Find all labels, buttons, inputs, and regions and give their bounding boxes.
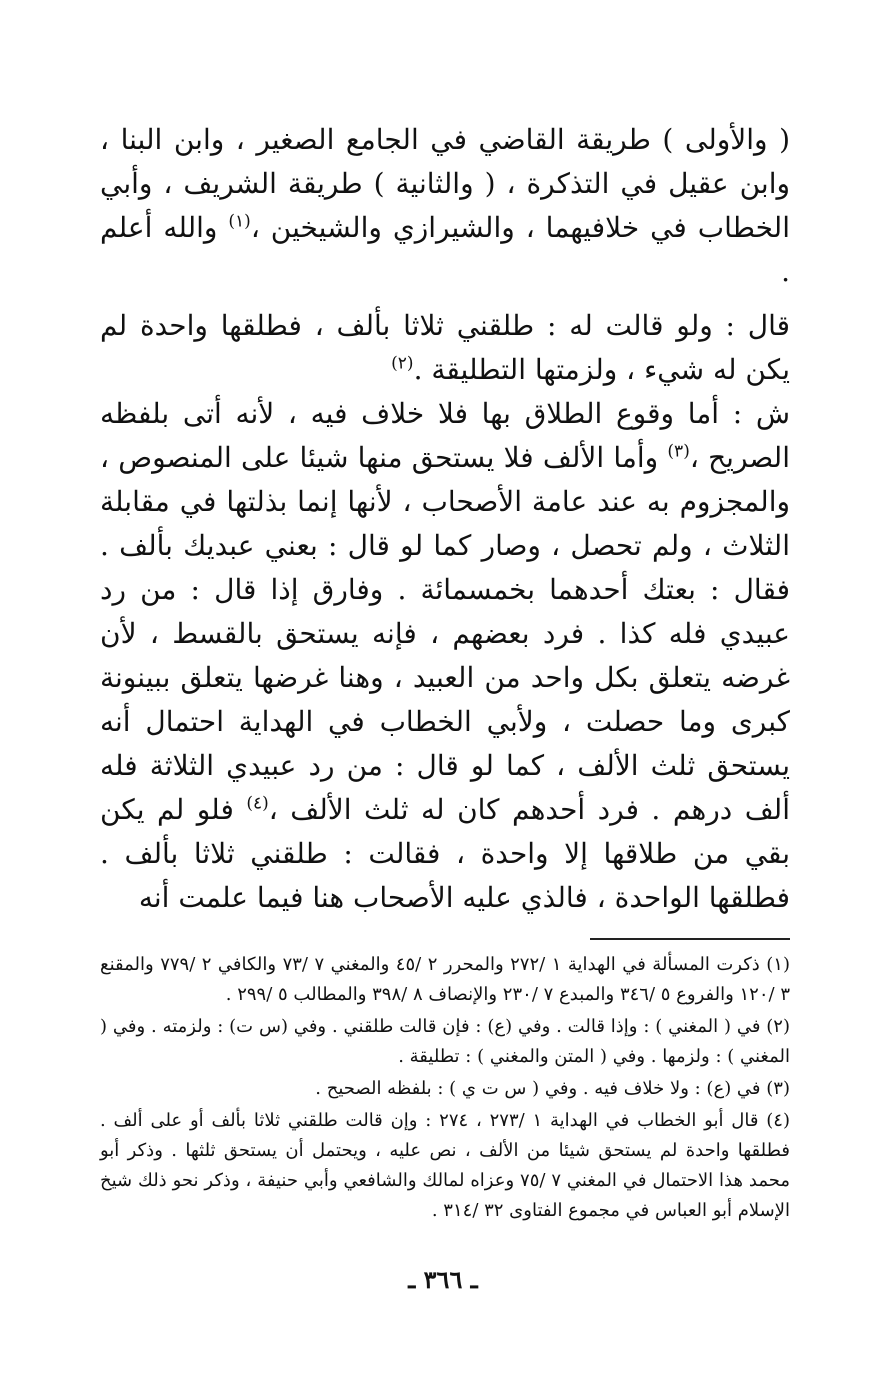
paragraph-3-text-b: وأما الألف فلا يستحق منها شيئا على المنصوص ، والمجزوم به عند عامة الأصحاب ، لأنها إنما بذلتها في مقابلة الثلاث ، ولم تحصل ، وصار كما لو قال : بعني عبديك بألف . فقال : بعتك أحدهما بخمسمائة . وفارق إذا قال : من رد عبيدي فله كذا . فرد بعضهم ، فإنه يستحق بالقسط ، لأن غرضه يتعلق بكل واحد من العبيد ، وهنا غرضها يتعلق ببينونة كبرى وما حصلت ، ولأبي الخطاب في الهداية احتمال أنه يستحق ثلث الألف ، كما لو قال : من رد عبيدي الثلاثة فله ألف درهم . فرد أحدهم كان له ثلث الألف ، [100, 441, 790, 826]
page-number: ـ ٣٦٦ ـ [408, 1265, 478, 1294]
footnote-separator [590, 938, 790, 940]
footnote-ref-2: (٢) [391, 353, 414, 374]
paragraph-3-text-a: ش : أما وقوع الطلاق بها فلا خلاف فيه ، لأنه أتى بلفظه الصريح ، [100, 397, 790, 474]
paragraph-3-text-c: فلو لم يكن بقي من طلاقها إلا واحدة ، فقالت : طلقني ثلاثا بألف . فطلقها الواحدة ، فالذي عليه الأصحاب هنا فيما علمت أنه [100, 793, 790, 914]
footnote-1: (١) ذكرت المسألة في الهداية ١ /٢٧٢ والمحرر ٢ /٤٥ والمغني ٧ /٧٣ والكافي ٢ /٧٧٩ والمقنع ٣ /١٢٠ والفروع ٥ /٣٤٦ والمبدع ٧ /٢٣٠ والإنصاف ٨ /٣٩٨ والمطالب ٥ /٢٩٩ . [100, 954, 790, 1005]
paragraph-2 [100, 304, 790, 392]
paragraph-1 [100, 118, 790, 294]
footnote-ref-1: (١) [228, 211, 251, 232]
paragraph-1-text-b: والله أعلم . [100, 211, 790, 288]
footnotes [100, 950, 790, 1228]
paragraph-3 [100, 392, 790, 920]
footnote-3: (٣) في (ع) : ولا خلاف فيه . وفي ( س ت ي ) : بلفظه الصحيح . [315, 1078, 790, 1099]
paragraph-2-text-a: قال : ولو قالت له : طلقني ثلاثا بألف ، فطلقها واحدة لم يكن له شيء ، ولزمتها التطليقة . [100, 309, 790, 386]
footnote-ref-3: (٣) [667, 441, 690, 462]
paragraph-1-text-a: ( والأولى ) طريقة القاضي في الجامع الصغير ، وابن البنا ، وابن عقيل في التذكرة ، ( والثانية ) طريقة الشريف ، وأبي الخطاب في خلافيهما ، والشيرازي والشيخين ، [100, 123, 790, 244]
main-text-body [100, 118, 790, 920]
footnote-4: (٤) قال أبو الخطاب في الهداية ١ /٢٧٣ ، ٢٧٤ : وإن قالت طلقني ثلاثا بألف أو على ألف . فطلقها واحدة لم يستحق شيئا من الألف ، نص عليه ، ويحتمل أن يستحق ثلثها . وذكر أبو محمد هذا الاحتمال في المغني ٧ /٧٥ وعزاه لمالك والشافعي وأبي حنيفة ، وذكر نحو ذلك شيخ الإسلام أبو العباس في مجموع الفتاوى ٣٢ /٣١٤ . [100, 1110, 790, 1221]
footnote-2: (٢) في ( المغني ) : وإذا قالت . وفي (ع) : فإن قالت طلقني . وفي (س ت) : ولزمته . وفي ( المغني ) : ولزمها . وفي ( المتن والمغني ) : تطليقة . [100, 1016, 790, 1067]
footnote-ref-4: (٤) [246, 793, 269, 814]
